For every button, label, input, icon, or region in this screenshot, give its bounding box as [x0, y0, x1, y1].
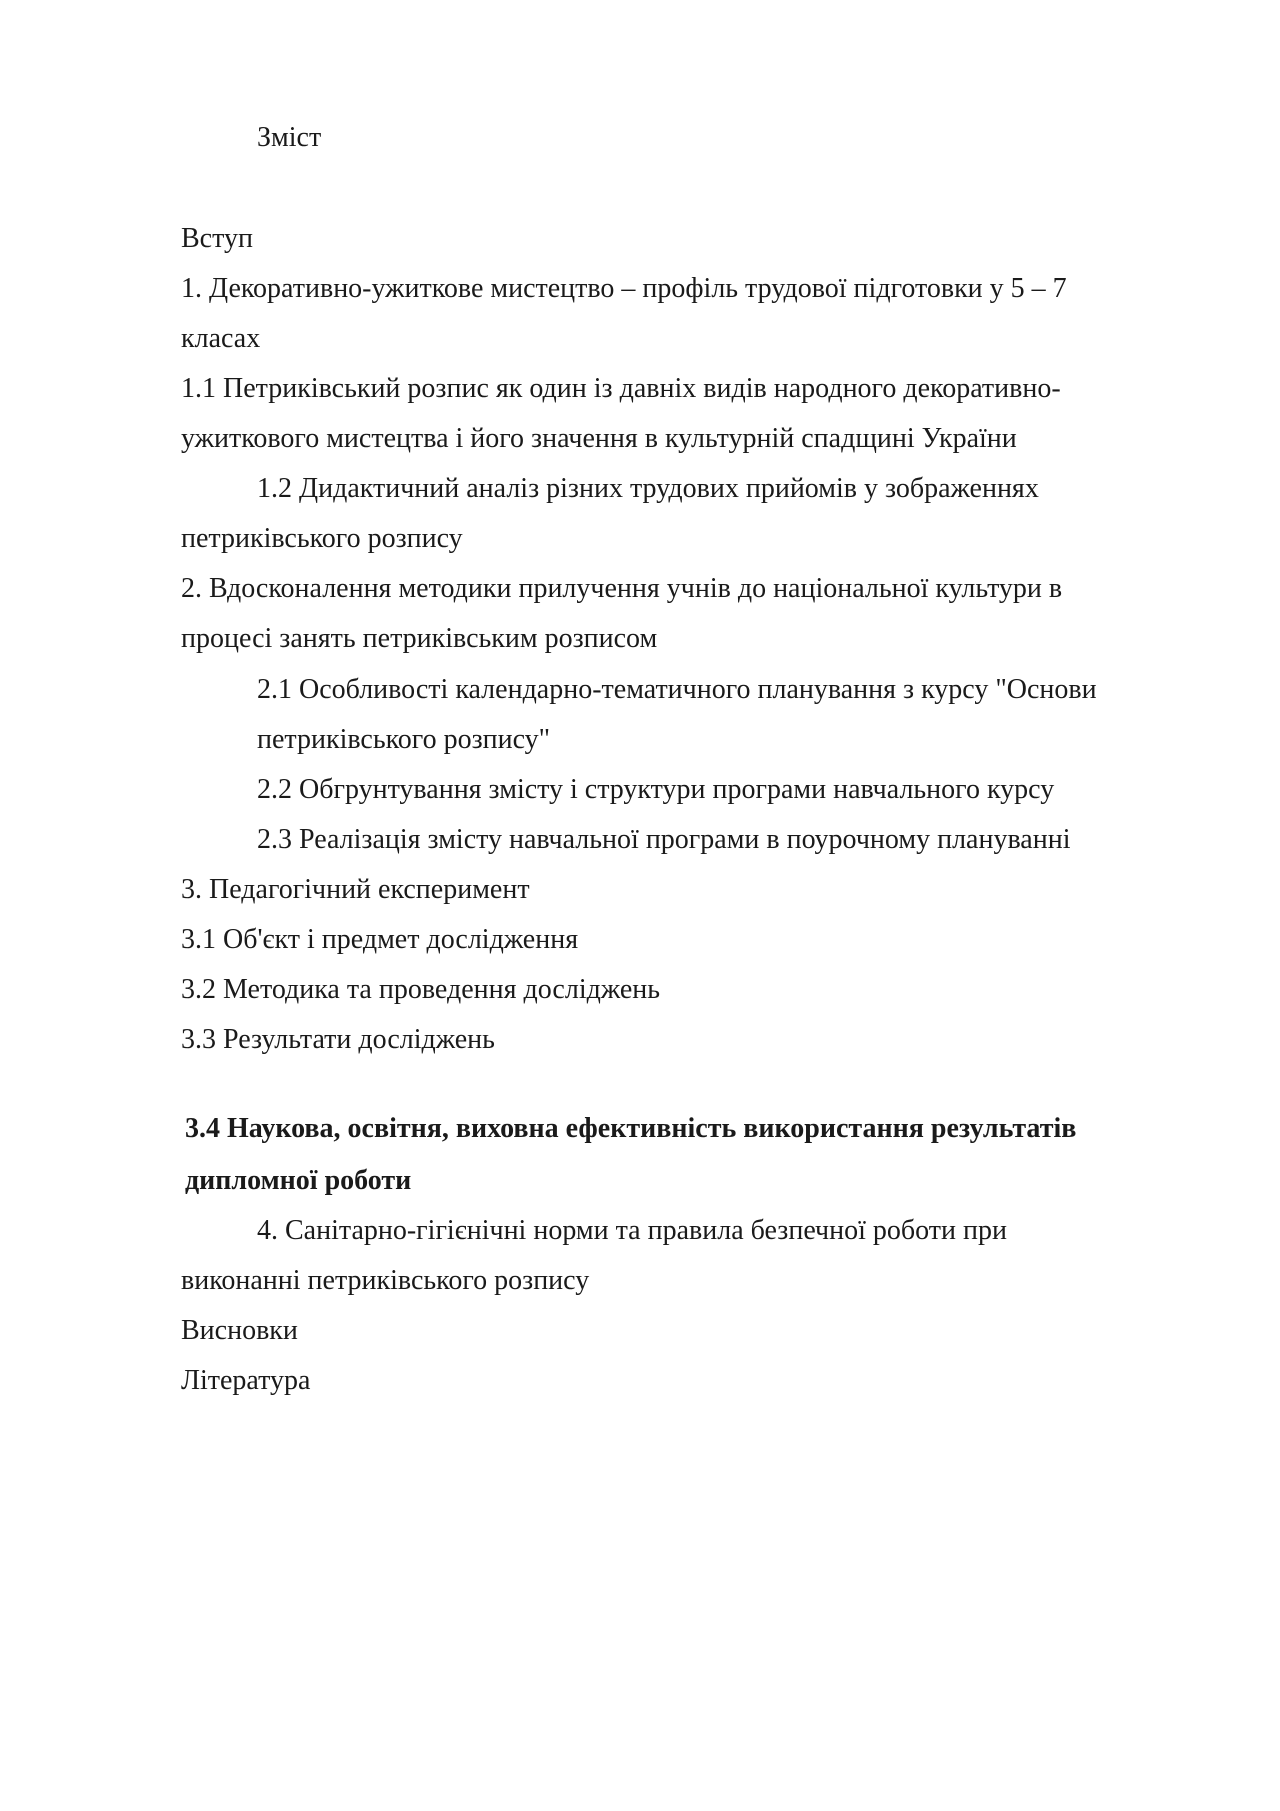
toc-entry-1-1: 1.1 Петриківський розпис як один із давніх видів народного декоративно-	[181, 373, 1061, 404]
toc-entry-1-cont: класах	[181, 323, 261, 354]
toc-entry-3-4-cont: дипломної роботи	[185, 1165, 412, 1196]
toc-entry-2-1-cont: петриківського розпису"	[257, 724, 551, 755]
toc-entry-3-4: 3.4 Наукова, освітня, виховна ефективність використання результатів	[185, 1113, 1077, 1144]
toc-heading: Зміст	[257, 122, 322, 153]
toc-entry-4-cont: виконанні петриківського розпису	[181, 1265, 590, 1296]
toc-entry-3-3: 3.3 Результати досліджень	[181, 1024, 495, 1055]
toc-entry-2-cont: процесі занять петриківським розписом	[181, 623, 658, 654]
toc-entry-3-2: 3.2 Методика та проведення досліджень	[181, 974, 661, 1005]
toc-entry-1-2-cont: петриківського розпису	[181, 523, 463, 554]
toc-entry-conclusions: Висновки	[181, 1315, 298, 1346]
toc-entry-2: 2. Вдосконалення методики прилучення учнів до національної культури в	[181, 573, 1063, 604]
toc-entry-literature: Література	[181, 1365, 311, 1396]
toc-entry-1-1-cont: ужиткового мистецтва і його значення в культурній спадщині України	[181, 423, 1017, 454]
toc-entry-4: 4. Санітарно-гігієнічні норми та правила безпечної роботи при	[257, 1215, 1007, 1246]
toc-entry-1-2: 1.2 Дидактичний аналіз різних трудових прийомів у зображеннях	[257, 473, 1039, 504]
toc-entry-3-1: 3.1 Об'єкт і предмет дослідження	[181, 924, 579, 955]
toc-entry-2-3: 2.3 Реалізація змісту навчальної програми в поурочному плануванні	[257, 824, 1071, 855]
toc-entry-intro: Вступ	[181, 223, 253, 254]
toc-entry-2-1: 2.1 Особливості календарно-тематичного планування з курсу "Основи	[257, 674, 1097, 705]
toc-entry-2-2: 2.2 Обгрунтування змісту і структури програми навчального курсу	[257, 774, 1055, 805]
toc-entry-1: 1. Декоративно-ужиткове мистецтво – профіль трудової підготовки у 5 – 7	[181, 273, 1067, 304]
toc-entry-3: 3. Педагогічний експеримент	[181, 874, 530, 905]
